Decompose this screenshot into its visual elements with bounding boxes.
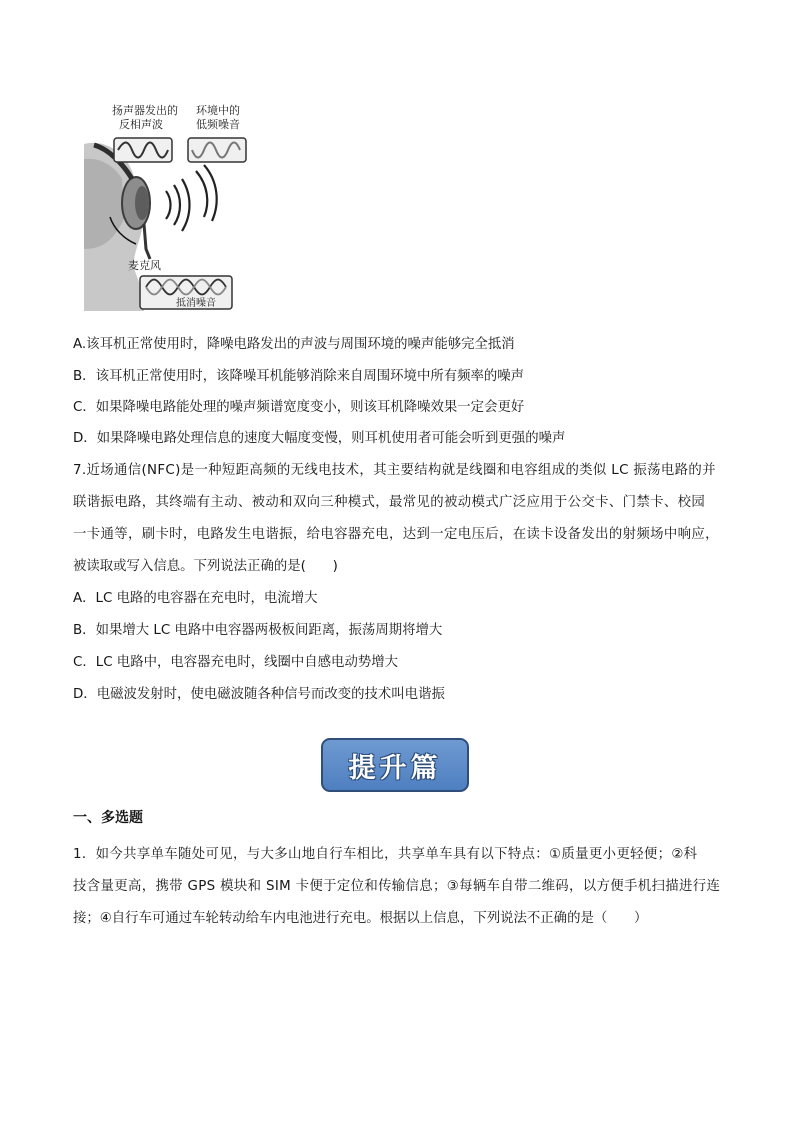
label-env-line2: 低频噪音 bbox=[196, 118, 240, 131]
label-cancel: 抵消噪音 bbox=[176, 298, 216, 309]
ear-cup-speaker bbox=[135, 186, 149, 220]
section-heading: 一、多选题 bbox=[73, 810, 143, 826]
headphone-illustration bbox=[84, 99, 274, 311]
q7-option-d: D．电磁波发射时，使电磁波随各种信号而改变的技术叫电谐振 bbox=[73, 687, 445, 702]
q7-option-a: A．LC 电路的电容器在充电时，电流增大 bbox=[73, 591, 318, 606]
sound-arc bbox=[174, 185, 180, 225]
q1-stem-line1: 1．如今共享单车随处可见，与大多山地自行车相比，共享单车具有以下特点：①质量更小更轻便；②科 bbox=[73, 847, 698, 862]
q6-option-a: A.该耳机正常使用时，降噪电路发出的声波与周围环境的噪声能够完全抵消 bbox=[73, 337, 515, 352]
label-speaker-line2: 反相声波 bbox=[119, 118, 163, 131]
label-speaker: 扬声器发出的 bbox=[112, 104, 178, 117]
sound-arc bbox=[166, 191, 171, 219]
noise-cancelling-figure bbox=[84, 99, 274, 311]
q7-stem-line2: 联谐振电路，其终端有主动、被动和双向三种模式，最常见的被动模式广泛应用于公交卡、门禁卡、校园 bbox=[73, 495, 706, 510]
q7-option-c: C．LC 电路中，电容器充电时，线圈中自感电动势增大 bbox=[73, 655, 399, 670]
mic-stem bbox=[144, 224, 150, 259]
q6-option-d: D．如果降噪电路处理信息的速度大幅度变慢，则耳机使用者可能会听到更强的噪声 bbox=[73, 431, 566, 446]
label-mic: 麦克风 bbox=[128, 259, 161, 272]
q1-stem-line3: 接；④自行车可通过车轮转动给车内电池进行充电。根据以上信息，下列说法不正确的是（ ） bbox=[73, 911, 648, 926]
sound-arc bbox=[196, 171, 207, 217]
section-badge bbox=[321, 738, 469, 792]
q7-stem-line3: 一卡通等，刷卡时，电路发生电谐振，给电容器充电，达到一定电压后，在读卡设备发出的射频场中响应， bbox=[73, 527, 719, 542]
q7-stem-line4: 被读取或写入信息。下列说法正确的是( ) bbox=[73, 559, 338, 574]
q6-option-c: C．如果降噪电路能处理的噪声频谱宽度变小，则该耳机降噪效果一定会更好 bbox=[73, 400, 525, 415]
q7-option-b: B．如果增大 LC 电路中电容器两极板间距离，振荡周期将增大 bbox=[73, 623, 443, 638]
q6-option-b: B．该耳机正常使用时，该降噪耳机能够消除来自周围环境中所有频率的噪声 bbox=[73, 369, 525, 384]
q7-stem-line1: 7.近场通信(NFC)是一种短距高频的无线电技术，其主要结构就是线圈和电容组成的类似 LC 振荡电路的并 bbox=[73, 463, 716, 478]
section-badge-text: 提升篇 bbox=[348, 752, 442, 784]
sound-arc bbox=[182, 179, 190, 231]
label-env: 环境中的 bbox=[196, 104, 240, 117]
q1-stem-line2: 技含量更高，携带 GPS 模块和 SIM 卡便于定位和传输信息；③每辆车自带二维码，以方便手机扫描进行连 bbox=[73, 879, 721, 894]
